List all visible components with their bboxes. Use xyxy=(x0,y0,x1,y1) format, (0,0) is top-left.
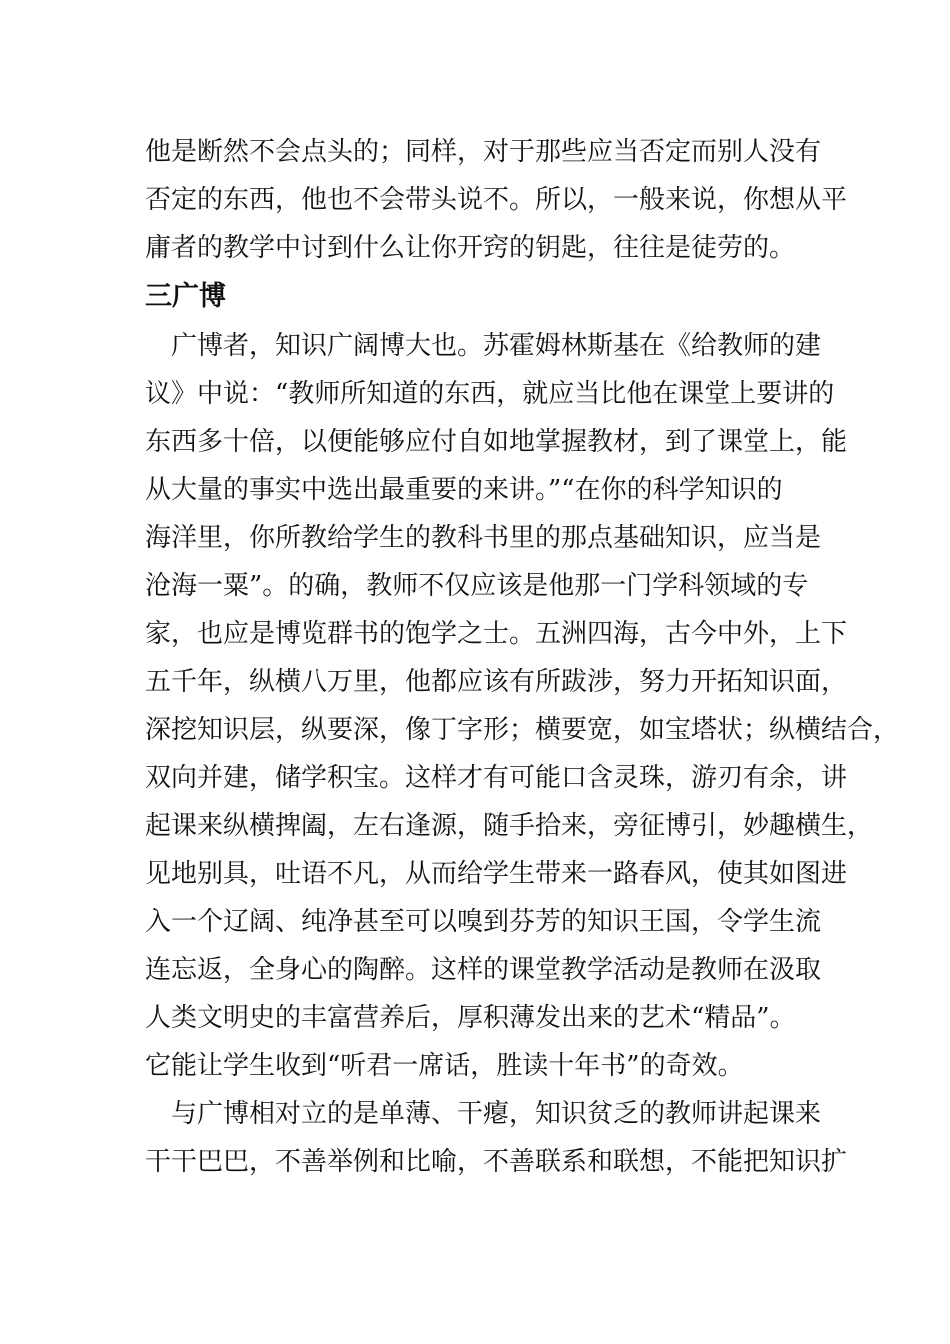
text-line: 从大量的事实中选出最重要的来讲。”“在你的科学知识的 xyxy=(145,475,783,505)
document-body xyxy=(145,128,900,1186)
text-line: 家，也应是博览群书的饱学之士。五洲四海，古今中外，上下 xyxy=(145,619,848,649)
text-line: 海洋里，你所教给学生的教科书里的那点基础知识，应当是 xyxy=(145,523,822,553)
paragraph-first-line: 广博者，知识广阔博大也。苏霍姆林斯基在《给教师的建 xyxy=(171,331,822,361)
text-line: 庸者的教学中讨到什么让你开窍的钥匙，往往是徒劳的。 xyxy=(145,233,796,263)
text-line: 东西多十倍，以便能够应付自如地掌握教材，到了课堂上，能 xyxy=(145,427,848,457)
section-heading: 三广博 xyxy=(145,281,226,312)
text-line: 深挖知识层，纵要深，像丁字形；横要宽，如宝塔状；纵横结合， xyxy=(145,715,900,745)
text-line: 人类文明史的丰富营养后，厚积薄发出来的艺术“精品”。 xyxy=(145,1003,796,1033)
text-line: 它能让学生收到“听君一席话，胜读十年书”的奇效。 xyxy=(145,1051,744,1081)
text-line: 入一个辽阔、纯净甚至可以嗅到芬芳的知识王国，令学生流 xyxy=(145,907,822,937)
text-line: 否定的东西，他也不会带头说不。所以，一般来说，你想从平 xyxy=(145,185,848,215)
paragraph-first-line: 与广博相对立的是单薄、干瘪，知识贫乏的教师讲起课来 xyxy=(171,1099,822,1129)
text-line: 议》中说：“教师所知道的东西，就应当比他在课堂上要讲的 xyxy=(145,379,835,409)
text-line: 双向并建，储学积宝。这样才有可能口含灵珠，游刃有余，讲 xyxy=(145,763,848,793)
text-line: 连忘返，全身心的陶醉。这样的课堂教学活动是教师在汲取 xyxy=(145,955,822,985)
text-line: 沧海一粟”。的确，教师不仅应该是他那一门学科领域的专 xyxy=(145,571,809,601)
text-line: 干干巴巴，不善举例和比喻，不善联系和联想，不能把知识扩 xyxy=(145,1147,848,1177)
text-line: 五千年，纵横八万里，他都应该有所跋涉，努力开拓知识面， xyxy=(145,667,848,697)
text-line: 他是断然不会点头的；同样，对于那些应当否定而别人没有 xyxy=(145,137,822,167)
text-line: 见地别具，吐语不凡，从而给学生带来一路春风，使其如图进 xyxy=(145,859,848,889)
text-line: 起课来纵横捭阖，左右逢源，随手拾来，旁征博引，妙趣横生， xyxy=(145,811,874,841)
